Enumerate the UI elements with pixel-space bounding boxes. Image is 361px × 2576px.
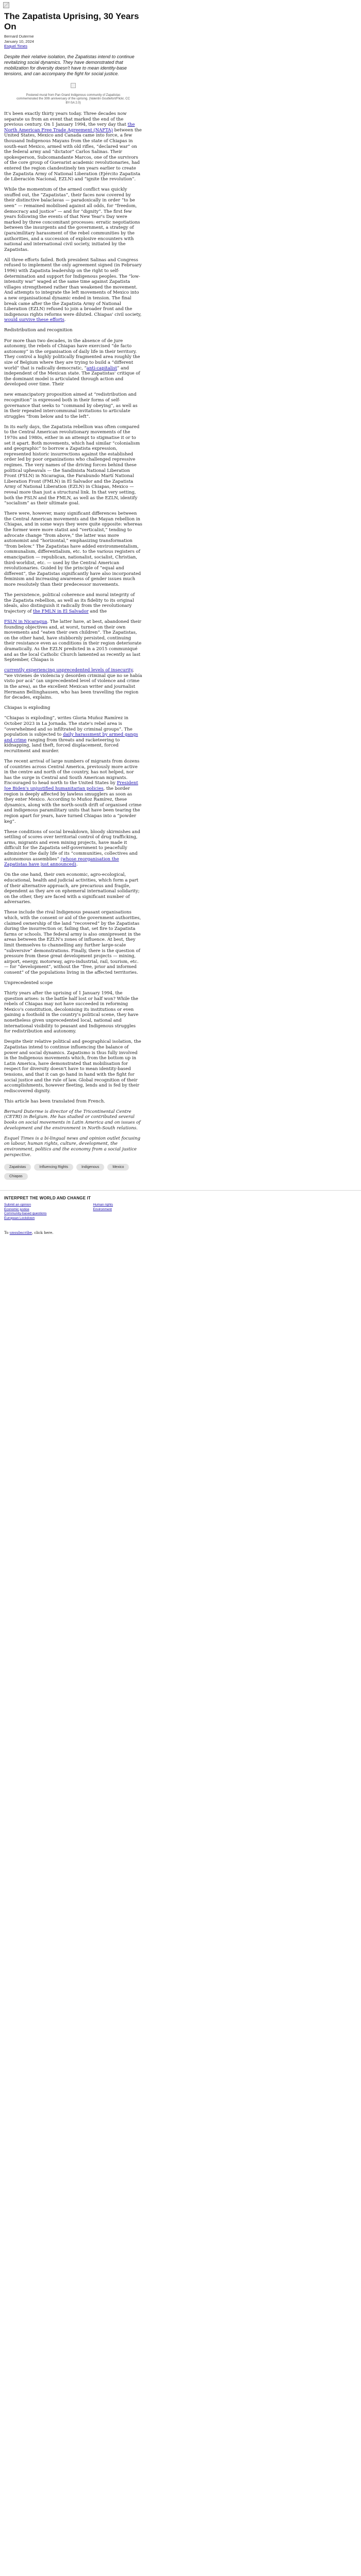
paragraph-text: Despite their relative political and geographical isolation, the Zapatistas intend to continue influencing the balance of power and social dynamics. Zapatismo is thus fully involved in the Indigenous movements which, from the bottom up in Latin America, have demonstrated that mobilisation for respect for diversity doesn't have to mean identity-based tensions, and that it can go hand in hand with the fight for social justice and the rule of law. Global recognition of their accomplishments, however fleeting, lends and is fed by their rediscovered dignity.: [4, 1039, 141, 1094]
article-paragraph: [4, 258, 142, 323]
paragraph-text: The persistence, political coherence and moral integrity of the Zapatista rebellion, as well as its fidelity to its original ideals, also distinguish it radically from the revolutionary trajectory of: [4, 592, 135, 614]
top-bar: [0, 0, 361, 8]
source-link[interactable]: Esquel Times: [4, 44, 28, 48]
article-title: The Zapatista Uprising, 30 Years On: [4, 11, 139, 31]
tag-list: [4, 1164, 142, 1180]
paragraph-text: Unprecedented scope: [4, 980, 53, 986]
article-paragraph: [4, 829, 142, 868]
article-paragraph: [4, 425, 142, 506]
inline-link[interactable]: currently experiencing unprecedented levels of insecurity: [4, 668, 133, 673]
article-paragraph: [4, 619, 142, 663]
publish-date: January 10, 2024: [4, 39, 34, 44]
footer-link[interactable]: Community-based questions: [4, 1212, 47, 1216]
article-paragraph: [4, 872, 142, 905]
article-paragraph: [4, 1039, 142, 1094]
footer-link[interactable]: Human rights: [93, 1203, 113, 1207]
inline-link[interactable]: (whose reorganisation the Zapatistas have just announced): [4, 856, 119, 868]
section-heading: [4, 705, 142, 711]
unsubscribe-prefix: To: [4, 1231, 10, 1235]
paragraph-text: For more than two decades, in the absence of de jure autonomy, the rebels of Chiapas have exercised “de facto autonomy” in the organisation of daily life in their territory. They control a highly politically fragmented area roughly the size of Belgium where they are trying to build a “different world” that is radically democratic, “: [4, 338, 140, 371]
inline-link[interactable]: President Joe Biden's unjustified humanitarian policies: [4, 781, 138, 791]
article-paragraph: [4, 991, 142, 1035]
article-paragraph: [4, 338, 142, 387]
paragraph-text: , “we vivienes de violencia y desorden criminal que no se había visto por acá” (an unprecedented level of violence and crime in the area), as the excellent Mexican writer and journalist Hermann Bellinghausen, who has been travelling the region for decades, explains.: [4, 668, 142, 701]
unsubscribe-link[interactable]: unsubscribe: [9, 1231, 32, 1235]
article-paragraph: [4, 910, 142, 975]
article-paragraph: [4, 1099, 142, 1105]
inline-link[interactable]: FSLN in Nicaragua: [4, 619, 47, 624]
article-body: [4, 111, 142, 1158]
footer-links-column-1: [4, 1203, 46, 1221]
unsubscribe-line: [4, 1231, 361, 1235]
paragraph-text: These include the rival Indigenous peasant organisations which, with the consent or aid of the government authorities, claimed ownership of the land “recovered” by the Zapatistas during the insurrection or, failing that, set fire to Zapatista farms or schools. The federal army is also omnipresent in the areas between the EZLN's zones of influence. At best, they limit themselves to channelling any further large-scale “subversive” demonstrations. Finally, there is the question of pressure from these great development projects — mining, airport, energy, motorway, agro-industrial, rail, tourism, etc. — for “development”, without the “free, prior and informed consent” of the populations living in the affected territories.: [4, 910, 141, 975]
author: Bernard Duterme: [4, 34, 34, 39]
tag-chip[interactable]: Mexico: [107, 1164, 129, 1171]
article-paragraph: [4, 111, 142, 182]
paragraph-text: . The latter have, at best, abandoned their founding objectives and, at worst, turned on their own movements and “eaten their own children”. The Zapatistas, on the other hand, have stubbornly persisted, continuing their resistance even as conditions in their region deteriorate dramatically. As the EZLN predicted in a 2015 communiqué and as the local Catholic Church lamented as recently as last September, Chiapas is: [4, 619, 142, 663]
paragraph-text: It's been exactly thirty years today. Three decades now separate us from an event that marked the end of the previous century. On 1 January 1994, the very day that: [4, 111, 128, 128]
inline-link[interactable]: would survive these efforts: [4, 317, 64, 323]
article-paragraph: [4, 1136, 142, 1158]
paragraph-text: There were, however, many significant differences between the Central American movements and the Mayan rebellion in Chiapas, and in some ways they were quite opposite: whereas the former were more statist and “verticalist,” tending to advocate change “from above,” the latter was more autonomist and “horizontal,” emphasizing transformation “from below.” The Zapatistas have added environmentalism, communalism, differentialism, etc. to the various registers of emancipation — republican, nationalist, socialist, Christian, third-worldist, etc. — used by the Central American revolutionaries. Guided by the principle of “equal and different”, the Zapatistas significantly have also incorporated feminism and increasing awareness of gender issues much more resolutely than their predecessor movements.: [4, 511, 142, 587]
byline: [4, 34, 142, 49]
tag-chip[interactable]: Indigenous: [76, 1164, 104, 1171]
article-paragraph: [4, 187, 142, 252]
article-figure: [4, 83, 142, 106]
article-paragraph: [4, 592, 142, 614]
paragraph-text: new emancipatory proposition aimed at “redistribution and recognition” is expressed both in their forms of self-governance that seeks to “command by obeying”, as well as in their repeated intercommunal invitations to articulate struggles “from below and to the left”.: [4, 392, 138, 419]
footer-link[interactable]: Economic justice: [4, 1207, 29, 1211]
section-heading: [4, 980, 142, 986]
paragraph-text: ranging from threats and racketeering to kidnapping, land theft, forced displacement, forced recruitment and murder.: [4, 737, 120, 754]
paragraph-text: The recent arrival of large numbers of migrants from dozens of countries across Central America, previously more active in the centre and north of the country, has not helped, nor has the surge in Central and South American migrants. Encouraged to head north to the United States by: [4, 759, 140, 786]
unsubscribe-suffix: , click here.: [31, 1231, 54, 1235]
photo-placeholder-icon: [71, 83, 76, 88]
paragraph-text: While the momentum of the armed conflict was quickly snuffed out, the “Zapatistas”, their faces now covered by their distinctive balaclavas — paradoxically in order “to be seen” — remained mobilised against all odds, for “freedom, democracy and justice” — and for “dignity”. The first few years following the events of that New Year's Day were marked by three concomitant processes: erratic negotiations between the insurgents and the government, a strategy of (para)military harassment of the rebel communities by the authorities, and a succession of explosive encounters with national and international civil society, initiated by the Zapatistas.: [4, 187, 140, 252]
inline-link[interactable]: anti-capitalist: [86, 365, 117, 371]
article-paragraph: [4, 1109, 142, 1131]
paragraph-text: and the: [88, 608, 107, 614]
paragraph-text: On the one hand, their own economic, agro-ecological, educational, health and judicial activities, which form a part of their alternative approach, are precarious and fragile, dependent as they are on ephemeral international solidarity; on the other, they are faced with a significant number of adversaries.: [4, 872, 140, 905]
tag-chip[interactable]: Zapatistas: [4, 1164, 31, 1171]
paragraph-text: .: [76, 862, 78, 868]
article-lede: Despite their relative isolation, the Zapatistas intend to continue revitalizing social dynamics. They have demonstrated that mobilization for diversity doesn't have to mean identity-base tensions, and can accompany the fight for social justice.: [4, 54, 135, 76]
paragraph-text: This article has been translated from French.: [4, 1098, 105, 1104]
inline-link[interactable]: the FMLN in El Salvador: [33, 608, 89, 614]
article-paragraph: [4, 759, 142, 824]
footer-link[interactable]: Submit an opinion: [4, 1203, 31, 1207]
footer-heading: INTERPRET THE WORLD AND CHANGE IT: [4, 1196, 91, 1201]
paragraph-text: “Chiapas is exploding”, writes Gloria Muñoz Ramírez in October 2023 in La Jornada. The state's rebel area is “overwhelmed and so infiltrated by criminal groups”. The population is subjected to: [4, 716, 133, 738]
paragraph-text: These conditions of social breakdown, bloody skirmishes and settling of scores over territorial control of drug trafficking, arms, migrants and even mining projects, have made it difficult for the Zapatista self-government to peacefully administer the daily life of its “communities, collectives and autonomous assemblies”: [4, 829, 140, 862]
tag-chip[interactable]: Influencing Rights: [34, 1164, 73, 1171]
paragraph-text: Redistribution and recognition: [4, 328, 73, 333]
article-paragraph: [4, 392, 142, 419]
footer-link[interactable]: Environment: [93, 1207, 112, 1211]
paragraph-text: between the United States, Mexico and Canada came into force, a few thousand Indigenous Mayans from the state of Chiapas in south-east Mexico, armed with old rifles, “declared war” on the federal army and “dictator” Carlos Salinas. Their spokesperson, Subcomandante Marcos, one of the survivors of the core group of Guevarist academic revolutionaries, had entered the region clandestinely ten years earlier to create the Zapatista Army of National Liberation (Ejército Zapatista de Liberación Nacional, EZLN) and “ignite the revolution”.: [4, 127, 142, 182]
footer-link[interactable]: European Lockdown: [4, 1216, 35, 1220]
paragraph-text: .: [64, 317, 66, 323]
article: [4, 11, 142, 1180]
footer: [0, 1190, 361, 1225]
paragraph-text: In its early days, the Zapatista rebellion was often compared to the Central American revolutionary movements of the 1970s and 1980s, either in an attempt to stigmatise it or to set it apart. Both movements, which had similar “colonialism and geographic” to borrow a Zapatista expression, represented historic insurrections against the established order led by poor organizations who challenged repressive regimes. The very names of the driving forces behind these political upheavals — the Sandinista National Liberation Front (FSLN) in Nicaragua, the Farabundo Martí National Liberation Front (FMLN) in El Salvador and the Zapatista Army of National Liberation (EZLN) in Chiapas, Mexico — reveal more than just a structural link. In that very setting, both the FSLN and the FMLN, as well as the EZLN, identify “socialism” as their ultimate goal.: [4, 424, 140, 506]
paragraph-text: Chiapas is exploding: [4, 705, 51, 711]
footer-links-column-2: [93, 1203, 113, 1221]
article-paragraph: [4, 716, 142, 754]
article-paragraph: [4, 511, 142, 587]
paragraph-text: All three efforts failed. Both president Salinas and Congress refused to implement the only agreement signed (in February 1996) with Zapatista leadership on the right to self-determination and support for Indigenous peoples. The “low-intensity war” waged at the same time against Zapatista villages strengthened rather than weakened the movement. And attempts to integrate the left movements of Mexico into a new organisational dynamic ended in tension. The final break came after the the Zapatista Army of National Liberation (EZLN) refused to join a broader front and the indigenous rights reforms were diluted. Chiapas' civil society,: [4, 257, 142, 317]
paragraph-text: Thirty years after the uprising of 1 January 1994, the question arises: is the battle half lost or half won? While the rebels of Chiapas may not have succeeded in reforming Mexico's constitution, decolonising its institutions or even gaining a foothold in the country's political scene, they have nonetheless given unprecedented local, national and international visibility to peasant and Indigenous struggles for redistribution and autonomy.: [4, 991, 139, 1035]
tag-chip[interactable]: Chiapas: [4, 1173, 28, 1180]
paragraph-text: Bernard Duterme is director of the Tricontinental Centre (CETRI) in Belgium. He has studied or contributed several books on social movements in Latin America and on issues of development and the environment in North-South relations.: [4, 1109, 141, 1131]
broken-image-icon: [3, 2, 9, 8]
photo-caption: Postered mural from Pan Grand Indigenous community of Zapatistas commemorated the 30th anniversary of the uprising. (Valentin Gouttefort/Flickr, CC BY-SA 2.0): [17, 93, 130, 105]
section-heading: [4, 328, 142, 333]
paragraph-text: Esquel Times is a bi-lingual news and opinion outlet focusing on labour, human rights, culture, development, the environment, politics and the economy from a social justice perspective.: [4, 1136, 141, 1158]
article-paragraph: [4, 668, 142, 701]
paragraph-text: ” and independent of the Mexican state. The Zapatistas' critique of the dominant model is articulated through action and developed over time. Their: [4, 365, 140, 387]
inline-link[interactable]: the North American Free Trade Agreement (NAFTA): [4, 122, 135, 133]
paragraph-text: , the border region is deeply affected by lawless smugglers as soon as they enter Mexico. According to Muñoz Ramírez, these dynamics, along with the north-south drift of organised crime and indigenous paramilitary units that have been tearing the region apart for years, have turned Chiapas into a “powder keg”.: [4, 786, 142, 824]
inline-link[interactable]: daily harassment by armed gangs and crime: [4, 732, 138, 743]
